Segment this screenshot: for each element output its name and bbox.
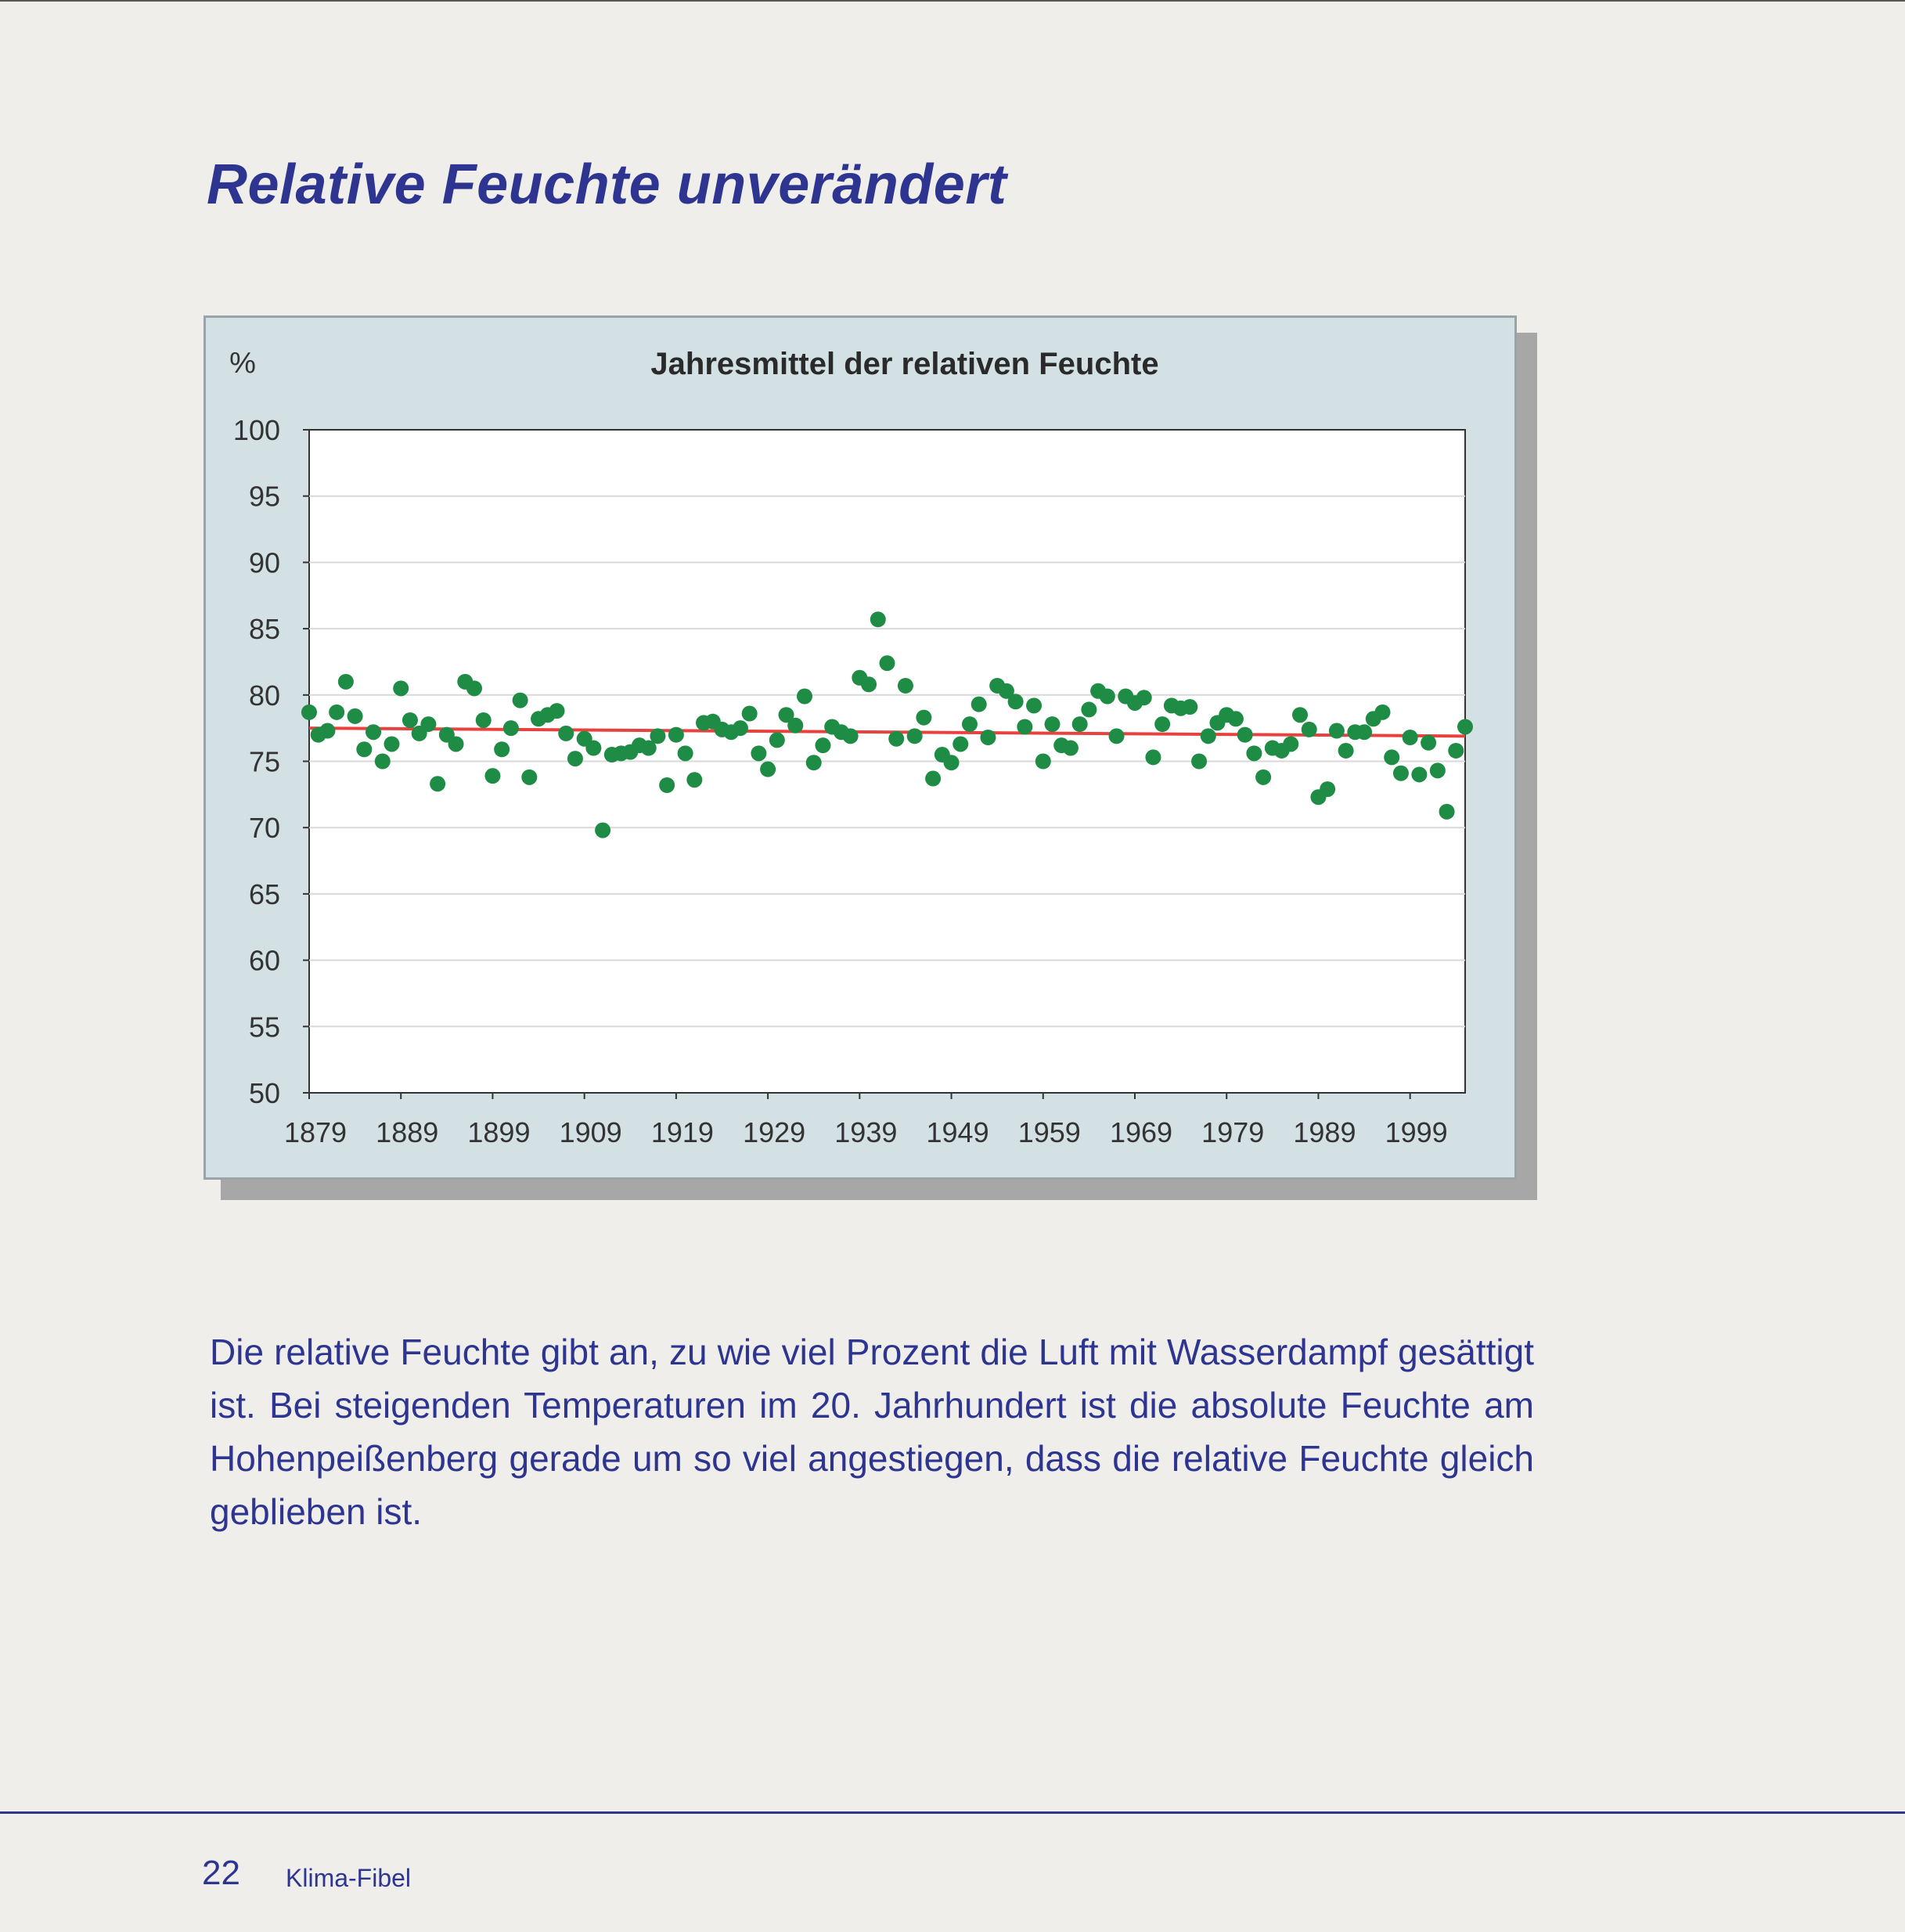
data-point-1935	[815, 737, 830, 753]
x-tick-label-1939: 1939	[834, 1116, 898, 1148]
page-top-border	[0, 0, 1905, 2]
data-point-1997	[1384, 749, 1399, 765]
data-point-1898	[476, 712, 492, 728]
data-point-1986	[1283, 736, 1298, 752]
data-point-1907	[558, 726, 574, 741]
data-point-2000	[1411, 766, 1427, 782]
x-tick-label-1969: 1969	[1109, 1116, 1173, 1148]
data-point-1884	[348, 708, 363, 724]
data-point-1980	[1228, 711, 1244, 726]
data-point-1888	[384, 736, 400, 752]
data-point-1998	[1393, 766, 1409, 781]
y-tick-label-55: 55	[248, 1011, 280, 1043]
data-point-1932	[787, 718, 803, 734]
data-point-1963	[1072, 716, 1088, 732]
data-point-1988	[1302, 722, 1317, 737]
data-point-1976	[1191, 754, 1207, 770]
data-point-1949	[944, 755, 960, 770]
data-point-1960	[1045, 716, 1061, 732]
data-point-1882	[329, 705, 344, 720]
data-point-1951	[962, 716, 978, 732]
data-point-1918	[659, 777, 675, 793]
data-point-1917	[650, 728, 665, 744]
data-point-1970	[1136, 690, 1152, 705]
data-point-1966	[1100, 688, 1115, 704]
x-tick-label-1889: 1889	[376, 1116, 439, 1148]
data-point-1942	[880, 655, 895, 671]
data-point-1930	[769, 732, 785, 748]
data-point-1933	[797, 688, 812, 704]
x-tick-label-1989: 1989	[1293, 1116, 1356, 1148]
data-point-1929	[760, 762, 776, 777]
data-point-1886	[366, 724, 381, 740]
data-point-1902	[513, 693, 528, 708]
footer-label: Klima-Fibel	[286, 1864, 412, 1892]
x-tick-label-1979: 1979	[1201, 1116, 1265, 1148]
data-point-1987	[1292, 707, 1308, 723]
data-point-1981	[1237, 727, 1253, 743]
data-point-1947	[925, 771, 941, 787]
data-point-1900	[494, 741, 510, 757]
data-point-1934	[806, 755, 822, 770]
data-point-1883	[338, 674, 354, 690]
data-point-1959	[1035, 754, 1051, 770]
y-tick-label-70: 70	[248, 812, 280, 845]
y-tick-label-95: 95	[248, 480, 280, 513]
data-point-2003	[1439, 804, 1455, 820]
data-point-1897	[466, 680, 482, 696]
y-tick-label-90: 90	[248, 546, 280, 579]
y-tick-label-80: 80	[248, 679, 280, 712]
data-point-1983	[1255, 770, 1271, 785]
data-point-1879	[301, 705, 317, 720]
data-point-1943	[888, 731, 904, 747]
data-point-1999	[1403, 730, 1418, 745]
data-point-1889	[393, 680, 409, 696]
page-title: Relative Feuchte unverändert	[207, 153, 1007, 216]
data-point-1940	[861, 676, 877, 692]
data-point-1893	[430, 776, 445, 791]
y-tick-label-75: 75	[248, 745, 280, 778]
x-tick-label-1949: 1949	[926, 1116, 989, 1148]
body-paragraph: Die relative Feuchte gibt an, zu wie viel Prozent die Luft mit Wasserdampf gesättigt ist. Bei steigenden Temperaturen im 20. Jahrhundert ist die absolute Feuchte am Hohenpeißenberg gerade um so viel angestiegen, dass die relative Feuchte gleich geblieben ist.	[210, 1332, 1534, 1532]
x-tick-label-1899: 1899	[467, 1116, 531, 1148]
data-point-1944	[898, 678, 913, 694]
y-tick-label-100: 100	[232, 414, 280, 446]
data-point-1903	[521, 770, 537, 785]
data-point-1967	[1109, 728, 1125, 744]
data-point-1887	[375, 754, 391, 770]
x-axis-ticks	[284, 1093, 1448, 1148]
data-point-1901	[503, 720, 519, 736]
data-point-1990	[1320, 781, 1335, 797]
x-tick-label-1909: 1909	[559, 1116, 622, 1148]
data-point-1945	[907, 728, 923, 744]
data-point-1892	[420, 716, 436, 732]
data-point-1957	[1017, 719, 1032, 734]
footer-rule	[0, 1811, 1905, 1814]
data-point-1972	[1154, 716, 1170, 732]
data-point-1885	[356, 741, 372, 757]
data-point-1982	[1246, 745, 1262, 761]
x-tick-label-1959: 1959	[1017, 1116, 1081, 1148]
y-axis-ticks	[233, 414, 309, 1109]
chart-title: Jahresmittel der relativen Feuchte	[650, 347, 1159, 381]
data-point-2002	[1430, 762, 1446, 778]
x-tick-label-1999: 1999	[1385, 1116, 1448, 1148]
data-point-1910	[585, 741, 601, 756]
data-point-2001	[1421, 735, 1436, 751]
x-tick-label-1879: 1879	[283, 1116, 348, 1148]
data-point-1946	[916, 710, 931, 726]
data-point-1996	[1375, 705, 1391, 720]
x-tick-label-1919: 1919	[650, 1116, 714, 1148]
humidity-chart	[206, 318, 1514, 1177]
data-point-1881	[319, 723, 335, 739]
data-point-1908	[567, 751, 583, 766]
data-point-1964	[1081, 701, 1097, 717]
data-point-1956	[1008, 694, 1024, 709]
data-point-1899	[484, 768, 500, 784]
data-point-1950	[952, 736, 968, 752]
chart-panel	[203, 315, 1517, 1180]
y-axis-unit-label: %	[229, 347, 256, 380]
data-point-1928	[751, 745, 766, 761]
data-point-1890	[402, 712, 418, 728]
data-point-1920	[678, 745, 693, 761]
page-number: 22	[202, 1854, 240, 1892]
data-point-1927	[742, 706, 758, 722]
y-tick-label-65: 65	[248, 878, 280, 910]
data-point-1971	[1145, 749, 1161, 765]
data-point-1906	[549, 703, 565, 719]
data-point-1953	[980, 730, 996, 745]
data-point-1958	[1026, 697, 1042, 713]
data-point-1938	[843, 728, 859, 744]
data-point-1921	[686, 772, 702, 788]
x-tick-label-1929: 1929	[743, 1116, 806, 1148]
data-point-1975	[1182, 699, 1197, 715]
data-point-1911	[595, 823, 610, 838]
data-point-1926	[733, 720, 748, 736]
data-point-1994	[1356, 724, 1372, 740]
y-tick-label-85: 85	[248, 613, 280, 646]
data-point-1991	[1329, 723, 1345, 739]
data-point-1952	[971, 697, 987, 712]
data-point-1962	[1063, 741, 1079, 756]
data-point-2005	[1457, 719, 1473, 734]
data-point-1992	[1338, 743, 1354, 759]
data-point-1977	[1201, 728, 1216, 744]
y-tick-label-60: 60	[248, 944, 280, 977]
data-point-1919	[668, 727, 684, 743]
y-tick-label-50: 50	[248, 1077, 280, 1109]
data-point-1895	[448, 736, 464, 752]
data-point-2004	[1448, 743, 1464, 759]
data-point-1941	[870, 611, 886, 627]
